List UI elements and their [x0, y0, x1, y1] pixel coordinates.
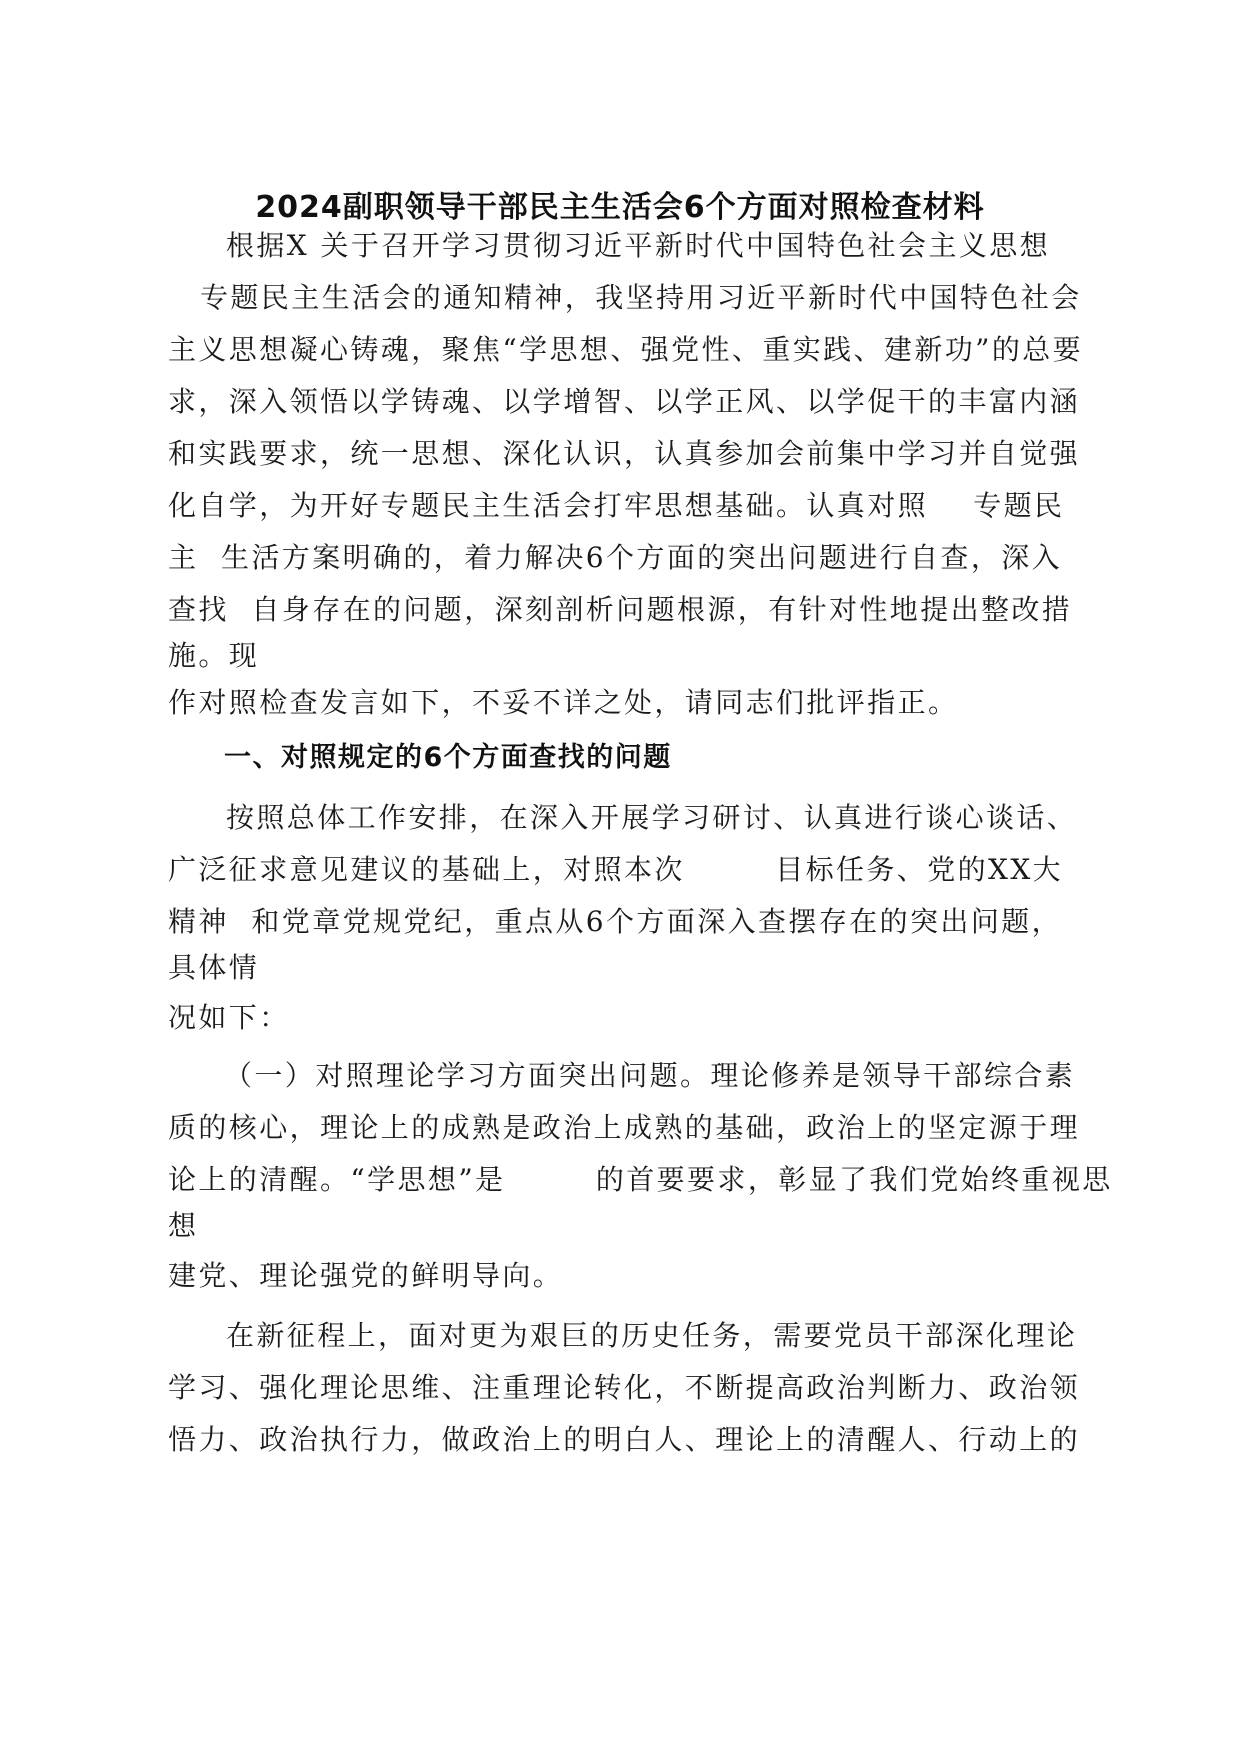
- intro-line-8: 查找 自身存在的问题，深刻剖析问题根源，有针对性地提出整改措: [168, 593, 1073, 626]
- intro-line-3: 主义思想凝心铸魂，聚焦“学思想、强党性、重实践、建新功”的总要: [168, 333, 1084, 366]
- intro-line-9: 施。现: [168, 639, 260, 672]
- section1-line-2: 广泛征求意见建议的基础上，对照本次 目标任务、党的XX大: [168, 853, 1064, 886]
- section-heading-1: 一、对照规定的6个方面查找的问题: [224, 742, 672, 773]
- subsection1-line-2: 质的核心，理论上的成熟是政治上成熟的基础，政治上的坚定源于理: [168, 1111, 1081, 1144]
- subsection1-line-5: 建党、理论强党的鲜明导向。: [168, 1259, 564, 1292]
- intro-line-5: 和实践要求，统一思想、深化认识，认真参加会前集中学习并自觉强: [168, 437, 1081, 470]
- intro-line-4: 求，深入领悟以学铸魂、以学增智、以学正风、以学促干的丰富内涵: [168, 385, 1081, 418]
- section1-line-5: 况如下：: [168, 1001, 290, 1034]
- document-title: 2024副职领导干部民主生活会6个方面对照检查材料: [255, 190, 985, 225]
- intro-line-6: 化自学，为开好专题民主生活会打牢思想基础。认真对照 专题民: [168, 489, 1065, 522]
- intro-line-1: 根据X 关于召开学习贯彻习近平新时代中国特色社会主义思想: [226, 229, 1051, 262]
- subsection1-line-4: 想: [168, 1209, 199, 1242]
- intro-line-10: 作对照检查发言如下，不妥不详之处，请同志们批评指正。: [168, 686, 959, 719]
- subsection1-line-3: 论上的清醒。“学思想”是 的首要要求，彰显了我们党始终重视思: [168, 1163, 1113, 1196]
- section1-line-1: 按照总体工作安排，在深入开展学习研讨、认真进行谈心谈话、: [226, 801, 1078, 834]
- intro-line-7: 主 生活方案明确的，着力解决6个方面的突出问题进行自查，深入: [168, 541, 1063, 574]
- subsection1-line-1: （一）对照理论学习方面突出问题。理论修养是领导干部综合素: [224, 1059, 1076, 1092]
- section1-line-4: 具体情: [168, 951, 260, 984]
- journey-line-1: 在新征程上，面对更为艰巨的历史任务，需要党员干部深化理论: [226, 1319, 1078, 1352]
- journey-line-3: 悟力、政治执行力，做政治上的明白人、理论上的清醒人、行动上的: [168, 1423, 1081, 1456]
- intro-line-2: 专题民主生活会的通知精神，我坚持用习近平新时代中国特色社会: [200, 281, 1082, 314]
- journey-line-2: 学习、强化理论思维、注重理论转化，不断提高政治判断力、政治领: [168, 1371, 1081, 1404]
- section1-line-3: 精神 和党章党规党纪，重点从6个方面深入查摆存在的突出问题，: [168, 905, 1063, 938]
